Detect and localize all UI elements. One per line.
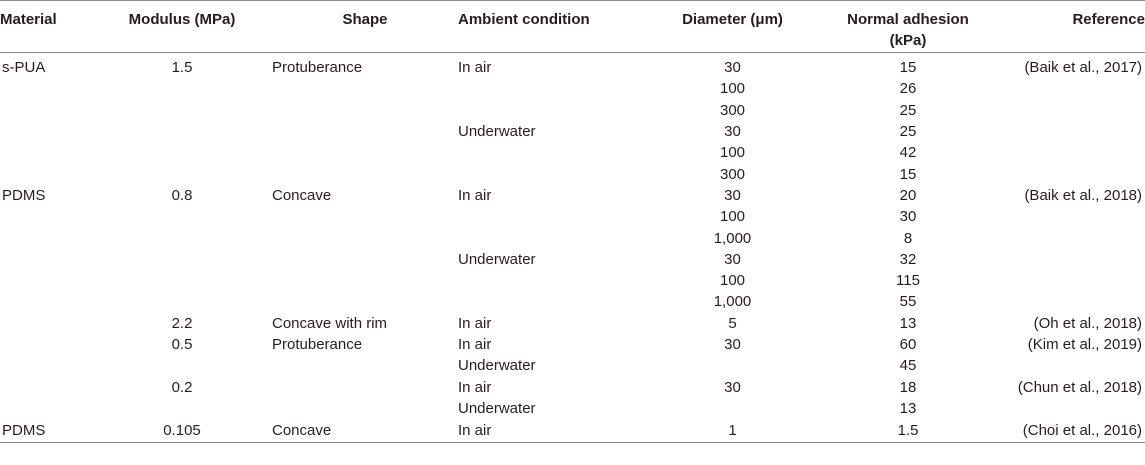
cell-ambient-condition bbox=[458, 78, 643, 99]
cell-diameter: 100 bbox=[719, 80, 746, 98]
cell-modulus bbox=[92, 142, 272, 163]
cell-shape bbox=[272, 355, 458, 376]
cell-ambient-condition: In air bbox=[458, 419, 643, 443]
cell-material bbox=[0, 100, 92, 121]
cell-modulus: 0.8 bbox=[171, 186, 193, 204]
cell-diameter: 1,000 bbox=[713, 229, 752, 247]
cell-ambient-condition bbox=[458, 142, 643, 163]
cell-normal-adhesion: 15 bbox=[899, 59, 917, 77]
cell-diameter: 100 bbox=[719, 144, 746, 162]
cell-ambient-condition: In air bbox=[458, 378, 492, 396]
cell-diameter: 30 bbox=[724, 250, 741, 268]
cell-material: s-PUA bbox=[2, 59, 46, 77]
table-row bbox=[0, 142, 1145, 163]
table-row bbox=[0, 185, 1145, 206]
header-ambient-condition: Ambient condition bbox=[458, 1, 643, 53]
cell-ambient-condition bbox=[458, 206, 643, 227]
cell-material bbox=[0, 313, 92, 334]
cell-shape: Protuberance bbox=[272, 59, 363, 77]
cell-normal-adhesion: 55 bbox=[899, 293, 917, 311]
cell-reference: (Choi et al., 2016) bbox=[994, 419, 1145, 443]
cell-diameter: 30 bbox=[724, 186, 741, 204]
cell-reference bbox=[994, 398, 1145, 419]
cell-reference bbox=[994, 291, 1145, 312]
cell-modulus: 2.2 bbox=[171, 314, 193, 332]
header-diameter: Diameter (μm) bbox=[643, 1, 822, 53]
cell-shape: Protuberance bbox=[272, 336, 363, 353]
cell-diameter: 30 bbox=[724, 336, 741, 353]
cell-shape: Concave bbox=[272, 186, 332, 204]
cell-reference: (Baik et al., 2017) bbox=[1024, 59, 1142, 77]
cell-modulus bbox=[92, 100, 272, 121]
cell-modulus bbox=[92, 206, 272, 227]
cell-diameter: 5 bbox=[728, 314, 737, 332]
cell-shape bbox=[272, 100, 458, 121]
cell-reference: (Oh et al., 2018) bbox=[1033, 314, 1142, 332]
cell-normal-adhesion: 115 bbox=[896, 272, 920, 290]
cell-ambient-condition: Underwater bbox=[458, 123, 536, 141]
table-row bbox=[0, 270, 1145, 291]
cell-diameter: 100 bbox=[719, 272, 746, 290]
table-row bbox=[0, 78, 1145, 99]
table-row bbox=[0, 355, 1145, 376]
cell-shape bbox=[272, 249, 458, 270]
cell-shape bbox=[272, 206, 458, 227]
cell-modulus bbox=[92, 249, 272, 270]
cell-material bbox=[0, 142, 92, 163]
cell-diameter: 1 bbox=[643, 419, 822, 443]
cell-material bbox=[0, 291, 92, 312]
cell-shape bbox=[272, 270, 458, 291]
cell-shape bbox=[272, 398, 458, 419]
cell-normal-adhesion: 15 bbox=[899, 165, 917, 183]
header-adhesion-line1: Normal adhesion bbox=[847, 11, 969, 28]
cell-normal-adhesion: 1.5 bbox=[822, 419, 994, 443]
cell-normal-adhesion: 25 bbox=[899, 123, 917, 141]
cell-normal-adhesion: 25 bbox=[899, 101, 917, 119]
cell-reference bbox=[994, 142, 1145, 163]
header-shape: Shape bbox=[272, 1, 458, 53]
cell-modulus bbox=[92, 291, 272, 312]
cell-reference bbox=[994, 355, 1145, 376]
cell-shape bbox=[272, 163, 458, 184]
table-row bbox=[0, 398, 1145, 419]
header-normal-adhesion bbox=[822, 1, 994, 53]
cell-normal-adhesion: 13 bbox=[899, 399, 917, 417]
cell-reference bbox=[994, 249, 1145, 270]
cell-ambient-condition: Underwater bbox=[458, 399, 536, 417]
cell-diameter: 100 bbox=[719, 208, 746, 226]
cell-diameter: 300 bbox=[719, 165, 746, 183]
table-row bbox=[0, 249, 1145, 270]
table-row bbox=[0, 121, 1145, 142]
header-material: Material bbox=[0, 1, 92, 53]
cell-normal-adhesion: 42 bbox=[899, 144, 917, 162]
cell-shape bbox=[272, 291, 458, 312]
cell-diameter: 30 bbox=[724, 378, 741, 396]
cell-diameter: 30 bbox=[724, 59, 741, 77]
table-row bbox=[0, 291, 1145, 312]
cell-reference bbox=[994, 270, 1145, 291]
cell-diameter: 300 bbox=[719, 101, 746, 119]
cell-material bbox=[0, 334, 92, 355]
cell-shape bbox=[272, 142, 458, 163]
cell-modulus bbox=[92, 163, 272, 184]
cell-modulus bbox=[92, 355, 272, 376]
cell-material bbox=[0, 270, 92, 291]
cell-material bbox=[0, 78, 92, 99]
cell-material bbox=[0, 227, 92, 248]
cell-diameter: 1,000 bbox=[713, 293, 752, 311]
cell-ambient-condition: In air bbox=[458, 336, 492, 353]
cell-diameter: 30 bbox=[724, 123, 741, 141]
cell-normal-adhesion: 26 bbox=[899, 80, 917, 98]
cell-shape bbox=[272, 227, 458, 248]
header-adhesion-line2: (kPa) bbox=[889, 32, 927, 49]
table-row bbox=[0, 206, 1145, 227]
cell-material bbox=[0, 206, 92, 227]
table-row bbox=[0, 57, 1145, 78]
table-body bbox=[0, 53, 1145, 443]
cell-normal-adhesion: 13 bbox=[899, 314, 917, 332]
cell-reference: (Kim et al., 2019) bbox=[1027, 336, 1142, 353]
cell-modulus: 0.105 bbox=[92, 419, 272, 443]
cell-modulus bbox=[92, 398, 272, 419]
cell-ambient-condition: In air bbox=[458, 314, 492, 332]
table-row bbox=[0, 313, 1145, 334]
cell-reference: (Baik et al., 2018) bbox=[1024, 186, 1142, 204]
cell-material: PDMS bbox=[0, 419, 92, 443]
cell-reference: (Chun et al., 2018) bbox=[1017, 378, 1142, 396]
cell-material bbox=[0, 376, 92, 397]
cell-material bbox=[0, 398, 92, 419]
cell-shape bbox=[272, 78, 458, 99]
cell-material bbox=[0, 249, 92, 270]
cell-ambient-condition bbox=[458, 100, 643, 121]
cell-reference bbox=[994, 78, 1145, 99]
cell-modulus: 1.5 bbox=[171, 59, 193, 77]
cell-ambient-condition bbox=[458, 270, 643, 291]
cell-reference bbox=[994, 163, 1145, 184]
cell-normal-adhesion: 30 bbox=[899, 208, 917, 226]
cell-material: PDMS bbox=[2, 186, 46, 204]
cell-normal-adhesion: 45 bbox=[899, 357, 917, 375]
cell-reference bbox=[994, 100, 1145, 121]
table-row bbox=[0, 100, 1145, 121]
cell-shape: Concave bbox=[272, 419, 458, 443]
cell-ambient-condition bbox=[458, 227, 643, 248]
cell-ambient-condition bbox=[458, 291, 643, 312]
cell-shape bbox=[272, 376, 458, 397]
cell-modulus bbox=[92, 78, 272, 99]
table-row bbox=[0, 227, 1145, 248]
header-reference: Reference bbox=[994, 1, 1145, 53]
header-modulus: Modulus (MPa) bbox=[92, 1, 272, 53]
cell-modulus bbox=[92, 227, 272, 248]
cell-normal-adhesion: 18 bbox=[899, 378, 917, 396]
cell-ambient-condition: Underwater bbox=[458, 357, 536, 375]
cell-reference bbox=[994, 227, 1145, 248]
cell-ambient-condition: In air bbox=[458, 186, 492, 204]
table-header-row bbox=[0, 1, 1145, 53]
cell-ambient-condition: In air bbox=[458, 59, 492, 77]
cell-normal-adhesion: 60 bbox=[899, 336, 917, 353]
cell-normal-adhesion: 20 bbox=[899, 186, 917, 204]
cell-ambient-condition: Underwater bbox=[458, 250, 536, 268]
cell-modulus: 0.5 bbox=[171, 336, 193, 353]
table-row bbox=[0, 419, 1145, 443]
cell-diameter bbox=[643, 398, 822, 419]
cell-shape bbox=[272, 121, 458, 142]
table-row bbox=[0, 163, 1145, 184]
cell-shape: Concave with rim bbox=[272, 314, 388, 332]
cell-normal-adhesion: 8 bbox=[903, 229, 913, 247]
cell-reference bbox=[994, 206, 1145, 227]
cell-modulus bbox=[92, 270, 272, 291]
cell-diameter bbox=[643, 355, 822, 376]
cell-modulus: 0.2 bbox=[171, 378, 193, 396]
table-row bbox=[0, 334, 1145, 355]
cell-material bbox=[0, 163, 92, 184]
cell-normal-adhesion: 32 bbox=[899, 250, 917, 268]
cell-ambient-condition bbox=[458, 163, 643, 184]
cell-reference bbox=[994, 121, 1145, 142]
table-row bbox=[0, 376, 1145, 397]
cell-material bbox=[0, 355, 92, 376]
cell-modulus bbox=[92, 121, 272, 142]
cell-material bbox=[0, 121, 92, 142]
